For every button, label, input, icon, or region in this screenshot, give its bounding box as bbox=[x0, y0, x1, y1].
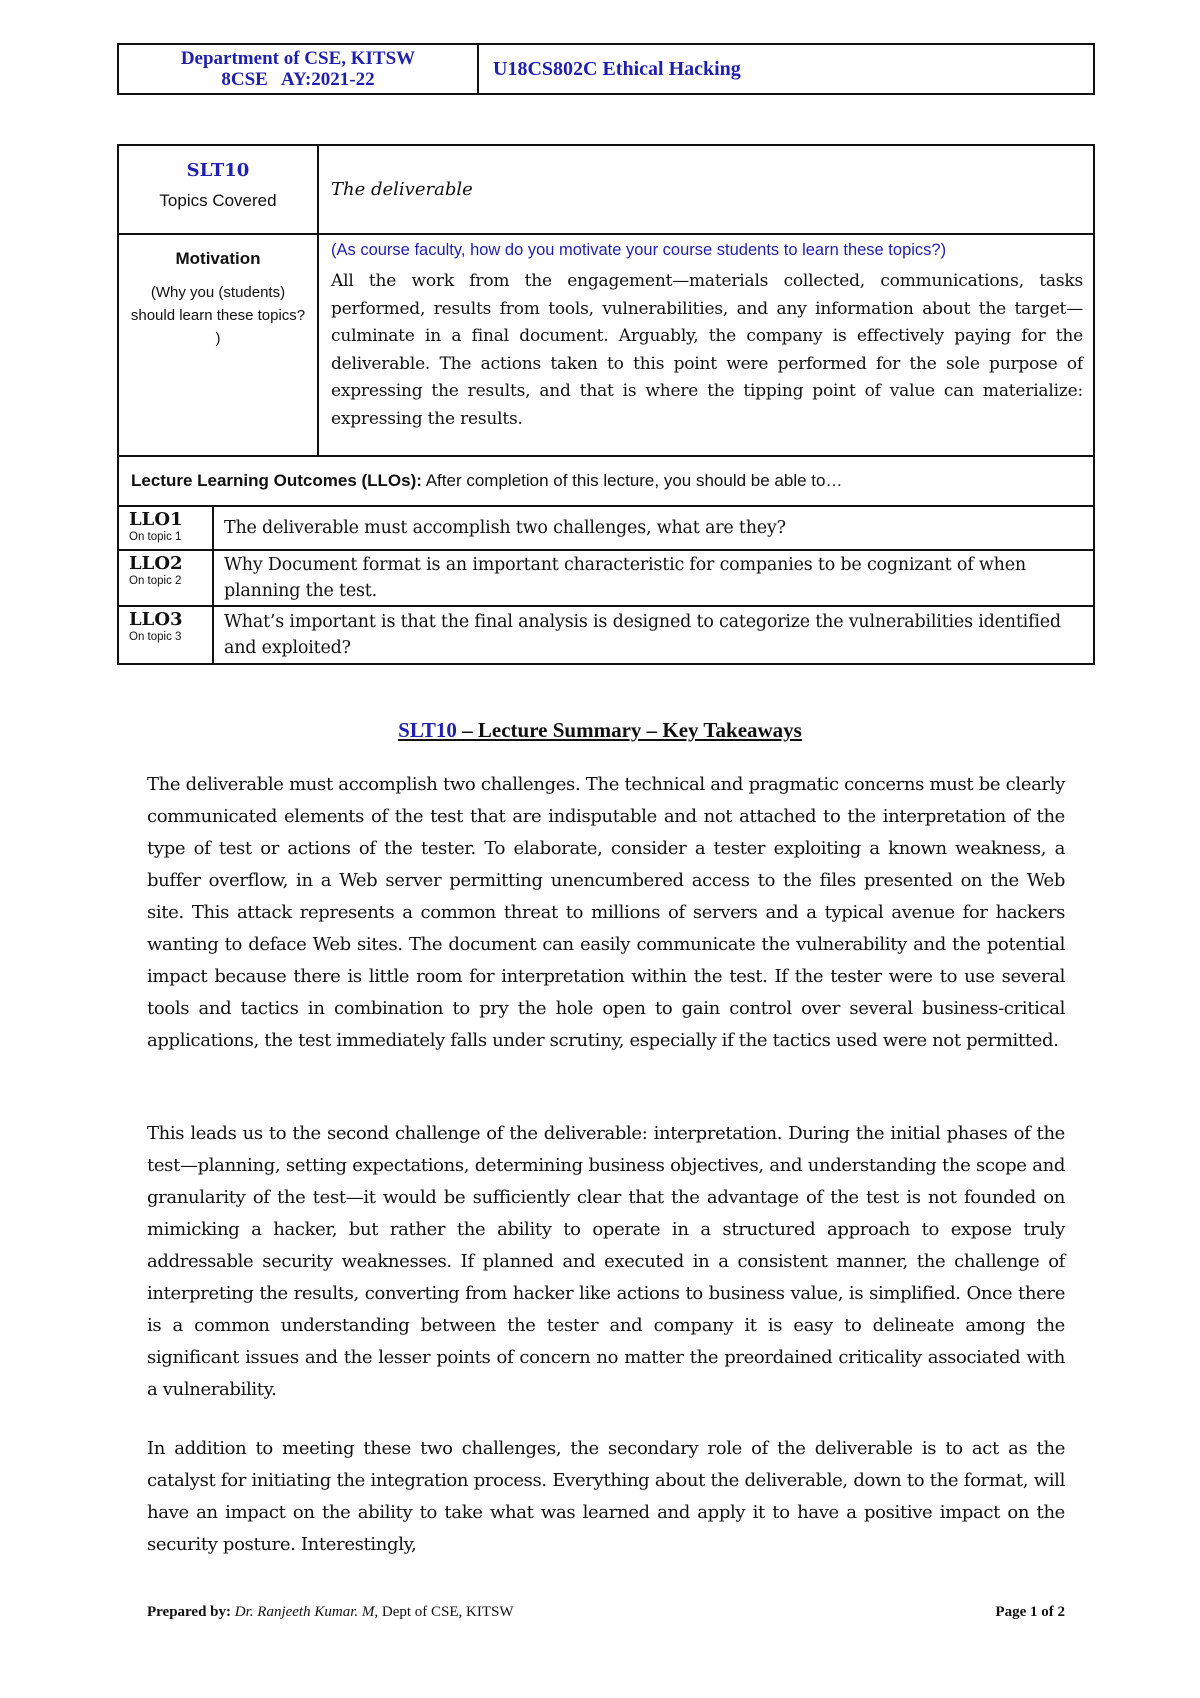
department-line: Department of CSE, KITSW bbox=[180, 48, 416, 69]
llo-heading bbox=[131, 471, 842, 491]
prepared-by bbox=[147, 1604, 514, 1621]
topics-row bbox=[119, 146, 1093, 235]
slt-id: SLT10 bbox=[186, 160, 250, 181]
llo-id-cell bbox=[119, 507, 214, 549]
llo-id-cell bbox=[119, 551, 214, 605]
motivation-row bbox=[119, 235, 1093, 457]
page-number: Page 1 of 2 bbox=[995, 1604, 1065, 1620]
page-footer bbox=[147, 1604, 1065, 1621]
llo-text: What’s important is that the final analysis is designed to categorize the vulnerabilities identified and exploited? bbox=[224, 612, 1061, 658]
llo-topic: On topic 1 bbox=[129, 531, 182, 543]
summary-paragraph: The deliverable must accomplish two challenges. The technical and pragmatic concerns must be clearly communicated elements of the test that are indisputable and not attached to the interpretation of the type of test or actions of the tester. To elaborate, consider a tester exploiting a known weakness, a buffer overflow, in a Web server permitting unencumbered access to the files presented on the Web site. This attack represents a common threat to millions of servers and a typical avenue for hackers wanting to deface Web sites. The document can easily communicate the vulnerability and the potential impact because there is little room for interpretation within the test. If the tester were to use several tools and tactics in combination to pry the hole open to gain control over several business-critical applications, the test immediately falls under scrutiny, especially if the tactics used were not permitted. bbox=[147, 774, 1065, 1051]
motivation-content bbox=[319, 235, 1093, 455]
llo-row bbox=[119, 551, 1093, 607]
department-cell bbox=[119, 45, 479, 93]
slt-cell bbox=[119, 146, 319, 233]
llo-text: The deliverable must accomplish two challenges, what are they? bbox=[224, 518, 786, 538]
summary-title bbox=[0, 718, 1200, 743]
motivation-body: All the work from the engagement—materials collected, communications, tasks performed, results from tools, vulnerabilities, and any information about the target—culminate in a final document. Arguably, the company is effectively paying for the deliverable. The actions taken to this point were performed for the sole purpose of expressing the results, and that is where the tipping point of value can materialize: expressing the results. bbox=[331, 271, 1083, 429]
summary-title-rest: – Lecture Summary – Key Takeaways bbox=[456, 718, 802, 742]
header-box bbox=[117, 43, 1095, 95]
course-title: U18CS802C Ethical Hacking bbox=[493, 57, 741, 80]
llo-heading-row bbox=[119, 457, 1093, 507]
llo-id: LLO3 bbox=[129, 609, 183, 630]
llo-row bbox=[119, 607, 1093, 663]
motivation-subtitle: (Why you (students) should learn these topics? ) bbox=[130, 284, 306, 347]
llo-id: LLO1 bbox=[129, 509, 183, 530]
summary-paragraph: In addition to meeting these two challenges, the secondary role of the deliverable is to act as the catalyst for initiating the integration process. Everything about the deliverable, down to the format, will have an impact on the ability to take what was learned and apply it to have a positive impact on the security posture. Interestingly, bbox=[147, 1438, 1065, 1555]
summary-title-link[interactable]: SLT10 bbox=[398, 718, 457, 742]
lesson-table bbox=[117, 144, 1095, 665]
motivation-title: Motivation bbox=[175, 249, 261, 268]
llo-heading-bold: Lecture Learning Outcomes (LLOs): bbox=[131, 471, 422, 490]
topics-label: Topics Covered bbox=[159, 191, 277, 210]
motivation-question: (As course faculty, how do you motivate your course students to learn these topics?) bbox=[331, 241, 947, 259]
llo-heading-rest: After completion of this lecture, you should be able to… bbox=[421, 471, 843, 490]
llo-text: Why Document format is an important characteristic for companies to be cognizant of when planning the test. bbox=[224, 555, 1026, 601]
author-name: Dr. Ranjeeth Kumar. M bbox=[234, 1604, 375, 1620]
topic-value: The deliverable bbox=[331, 179, 473, 200]
llo-id: LLO2 bbox=[129, 553, 183, 574]
llo-id-cell bbox=[119, 607, 214, 663]
year-line: 8CSE AY:2021-22 bbox=[221, 69, 375, 90]
llo-topic: On topic 2 bbox=[129, 575, 182, 587]
motivation-cell bbox=[119, 235, 319, 455]
prepared-label: Prepared by: bbox=[147, 1604, 232, 1620]
llo-topic: On topic 3 bbox=[129, 631, 182, 643]
author-affiliation: , Dept of CSE, KITSW bbox=[374, 1604, 514, 1620]
llo-row bbox=[119, 507, 1093, 551]
summary-paragraph: This leads us to the second challenge of the deliverable: interpretation. During the initial phases of the test—planning, setting expectations, determining business objectives, and understanding the scope and granularity of the test—it would be sufficiently clear that the advantage of the test is not founded on mimicking a hacker, but rather the ability to operate in a structured approach to expose truly addressable security weaknesses. If planned and executed in a consistent manner, the challenge of interpreting the results, converting from hacker like actions to business value, is simplified. Once there is a common understanding between the tester and company it is easy to delineate among the significant issues and the lesser points of concern no matter the preordained criticality associated with a vulnerability. bbox=[147, 1123, 1065, 1400]
